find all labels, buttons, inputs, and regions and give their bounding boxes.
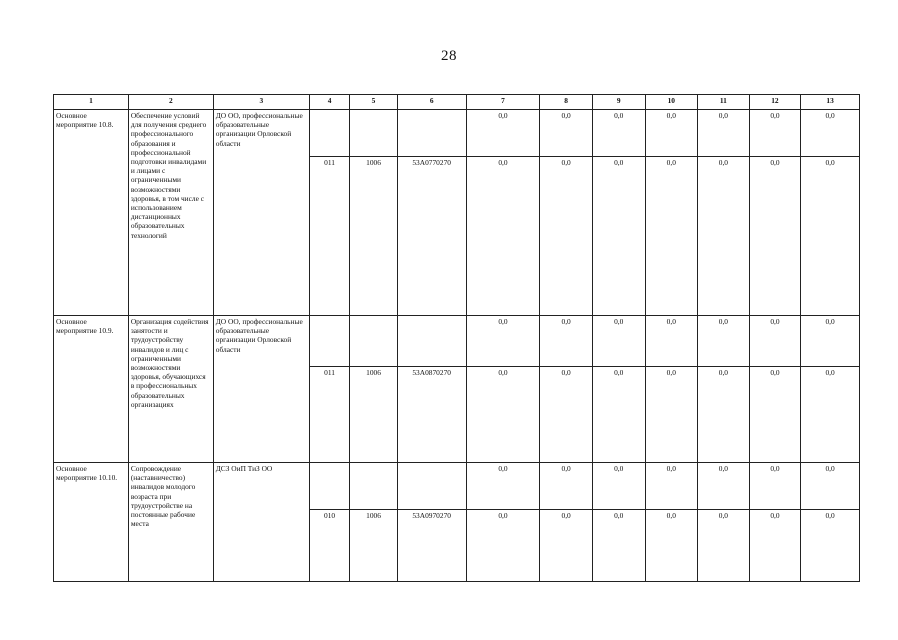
value-cell: 0,0 xyxy=(466,110,540,157)
value-cell: 0,0 xyxy=(540,110,593,157)
value-cell: 0,0 xyxy=(592,157,645,316)
grbs-cell xyxy=(309,316,349,367)
table-row xyxy=(54,316,860,367)
grbs-cell: 011 xyxy=(309,157,349,316)
table-row xyxy=(54,463,860,510)
measure-name: Обеспечение условий для получения среднего профессионального образования и профессиональной подготовки инвалидами и лицами с ограниченными возможностями здоровья, в том числе с использованием дистанционных образовательных технологий xyxy=(128,110,213,316)
measure-name: Сопровождение (наставничество) инвалидов молодого возраста при трудоустройстве на постоянные рабочие места xyxy=(128,463,213,582)
value-cell: 0,0 xyxy=(592,463,645,510)
value-cell: 0,0 xyxy=(801,367,860,463)
col-header: 10 xyxy=(645,95,698,110)
grbs-cell xyxy=(309,463,349,510)
value-cell: 0,0 xyxy=(540,316,593,367)
col-header: 5 xyxy=(350,95,398,110)
value-cell: 0,0 xyxy=(540,463,593,510)
value-cell: 0,0 xyxy=(592,316,645,367)
value-cell: 0,0 xyxy=(645,316,698,367)
value-cell: 0,0 xyxy=(801,157,860,316)
value-cell: 0,0 xyxy=(801,510,860,582)
value-cell: 0,0 xyxy=(801,110,860,157)
value-cell: 0,0 xyxy=(466,157,540,316)
value-cell: 0,0 xyxy=(749,463,801,510)
value-cell: 0,0 xyxy=(592,110,645,157)
value-cell: 0,0 xyxy=(645,367,698,463)
rzpr-cell: 1006 xyxy=(350,510,398,582)
col-header: 7 xyxy=(466,95,540,110)
value-cell: 0,0 xyxy=(749,316,801,367)
measure-name: Организация содействия занятости и трудоустройству инвалидов и лиц с ограниченными возможностями здоровья, обучающихся в профессиональных образовательных организациях xyxy=(128,316,213,463)
grbs-cell xyxy=(309,110,349,157)
col-header: 3 xyxy=(213,95,309,110)
value-cell: 0,0 xyxy=(749,157,801,316)
value-cell: 0,0 xyxy=(801,463,860,510)
value-cell: 0,0 xyxy=(698,367,750,463)
col-header: 13 xyxy=(801,95,860,110)
value-cell: 0,0 xyxy=(466,510,540,582)
col-header: 1 xyxy=(54,95,129,110)
value-cell: 0,0 xyxy=(592,510,645,582)
rzpr-cell: 1006 xyxy=(350,367,398,463)
value-cell: 0,0 xyxy=(698,110,750,157)
measure-executor: ДСЗ ОиП ТиЗ ОО xyxy=(213,463,309,582)
value-cell: 0,0 xyxy=(698,463,750,510)
value-cell: 0,0 xyxy=(645,463,698,510)
col-header: 12 xyxy=(749,95,801,110)
col-header: 8 xyxy=(540,95,593,110)
csr-cell xyxy=(397,463,466,510)
rzpr-cell xyxy=(350,316,398,367)
value-cell: 0,0 xyxy=(540,367,593,463)
measure-executor: ДО ОО, профессиональные образовательные организации Орловской области xyxy=(213,316,309,463)
col-header: 9 xyxy=(592,95,645,110)
value-cell: 0,0 xyxy=(540,510,593,582)
csr-cell xyxy=(397,316,466,367)
value-cell: 0,0 xyxy=(645,110,698,157)
value-cell: 0,0 xyxy=(801,316,860,367)
value-cell: 0,0 xyxy=(698,316,750,367)
rzpr-cell xyxy=(350,110,398,157)
value-cell: 0,0 xyxy=(466,367,540,463)
table-row xyxy=(54,110,860,157)
grbs-cell: 011 xyxy=(309,367,349,463)
col-header: 6 xyxy=(397,95,466,110)
grbs-cell: 010 xyxy=(309,510,349,582)
measure-executor: ДО ОО, профессиональные образовательные организации Орловской области xyxy=(213,110,309,316)
value-cell: 0,0 xyxy=(645,510,698,582)
csr-cell: 53А0970270 xyxy=(397,510,466,582)
value-cell: 0,0 xyxy=(698,510,750,582)
col-header: 4 xyxy=(309,95,349,110)
rzpr-cell: 1006 xyxy=(350,157,398,316)
value-cell: 0,0 xyxy=(749,510,801,582)
col-header: 2 xyxy=(128,95,213,110)
measures-table xyxy=(53,94,860,582)
value-cell: 0,0 xyxy=(749,110,801,157)
measure-code: Основное мероприятие 10.9. xyxy=(54,316,129,463)
value-cell: 0,0 xyxy=(540,157,593,316)
value-cell: 0,0 xyxy=(592,367,645,463)
csr-cell: 53А0770270 xyxy=(397,157,466,316)
page-number: 28 xyxy=(441,48,457,64)
value-cell: 0,0 xyxy=(749,367,801,463)
col-header: 11 xyxy=(698,95,750,110)
csr-cell xyxy=(397,110,466,157)
value-cell: 0,0 xyxy=(466,316,540,367)
rzpr-cell xyxy=(350,463,398,510)
measure-code: Основное мероприятие 10.10. xyxy=(54,463,129,582)
value-cell: 0,0 xyxy=(466,463,540,510)
measure-code: Основное мероприятие 10.8. xyxy=(54,110,129,316)
value-cell: 0,0 xyxy=(645,157,698,316)
value-cell: 0,0 xyxy=(698,157,750,316)
header-row xyxy=(54,95,860,110)
csr-cell: 53А0870270 xyxy=(397,367,466,463)
